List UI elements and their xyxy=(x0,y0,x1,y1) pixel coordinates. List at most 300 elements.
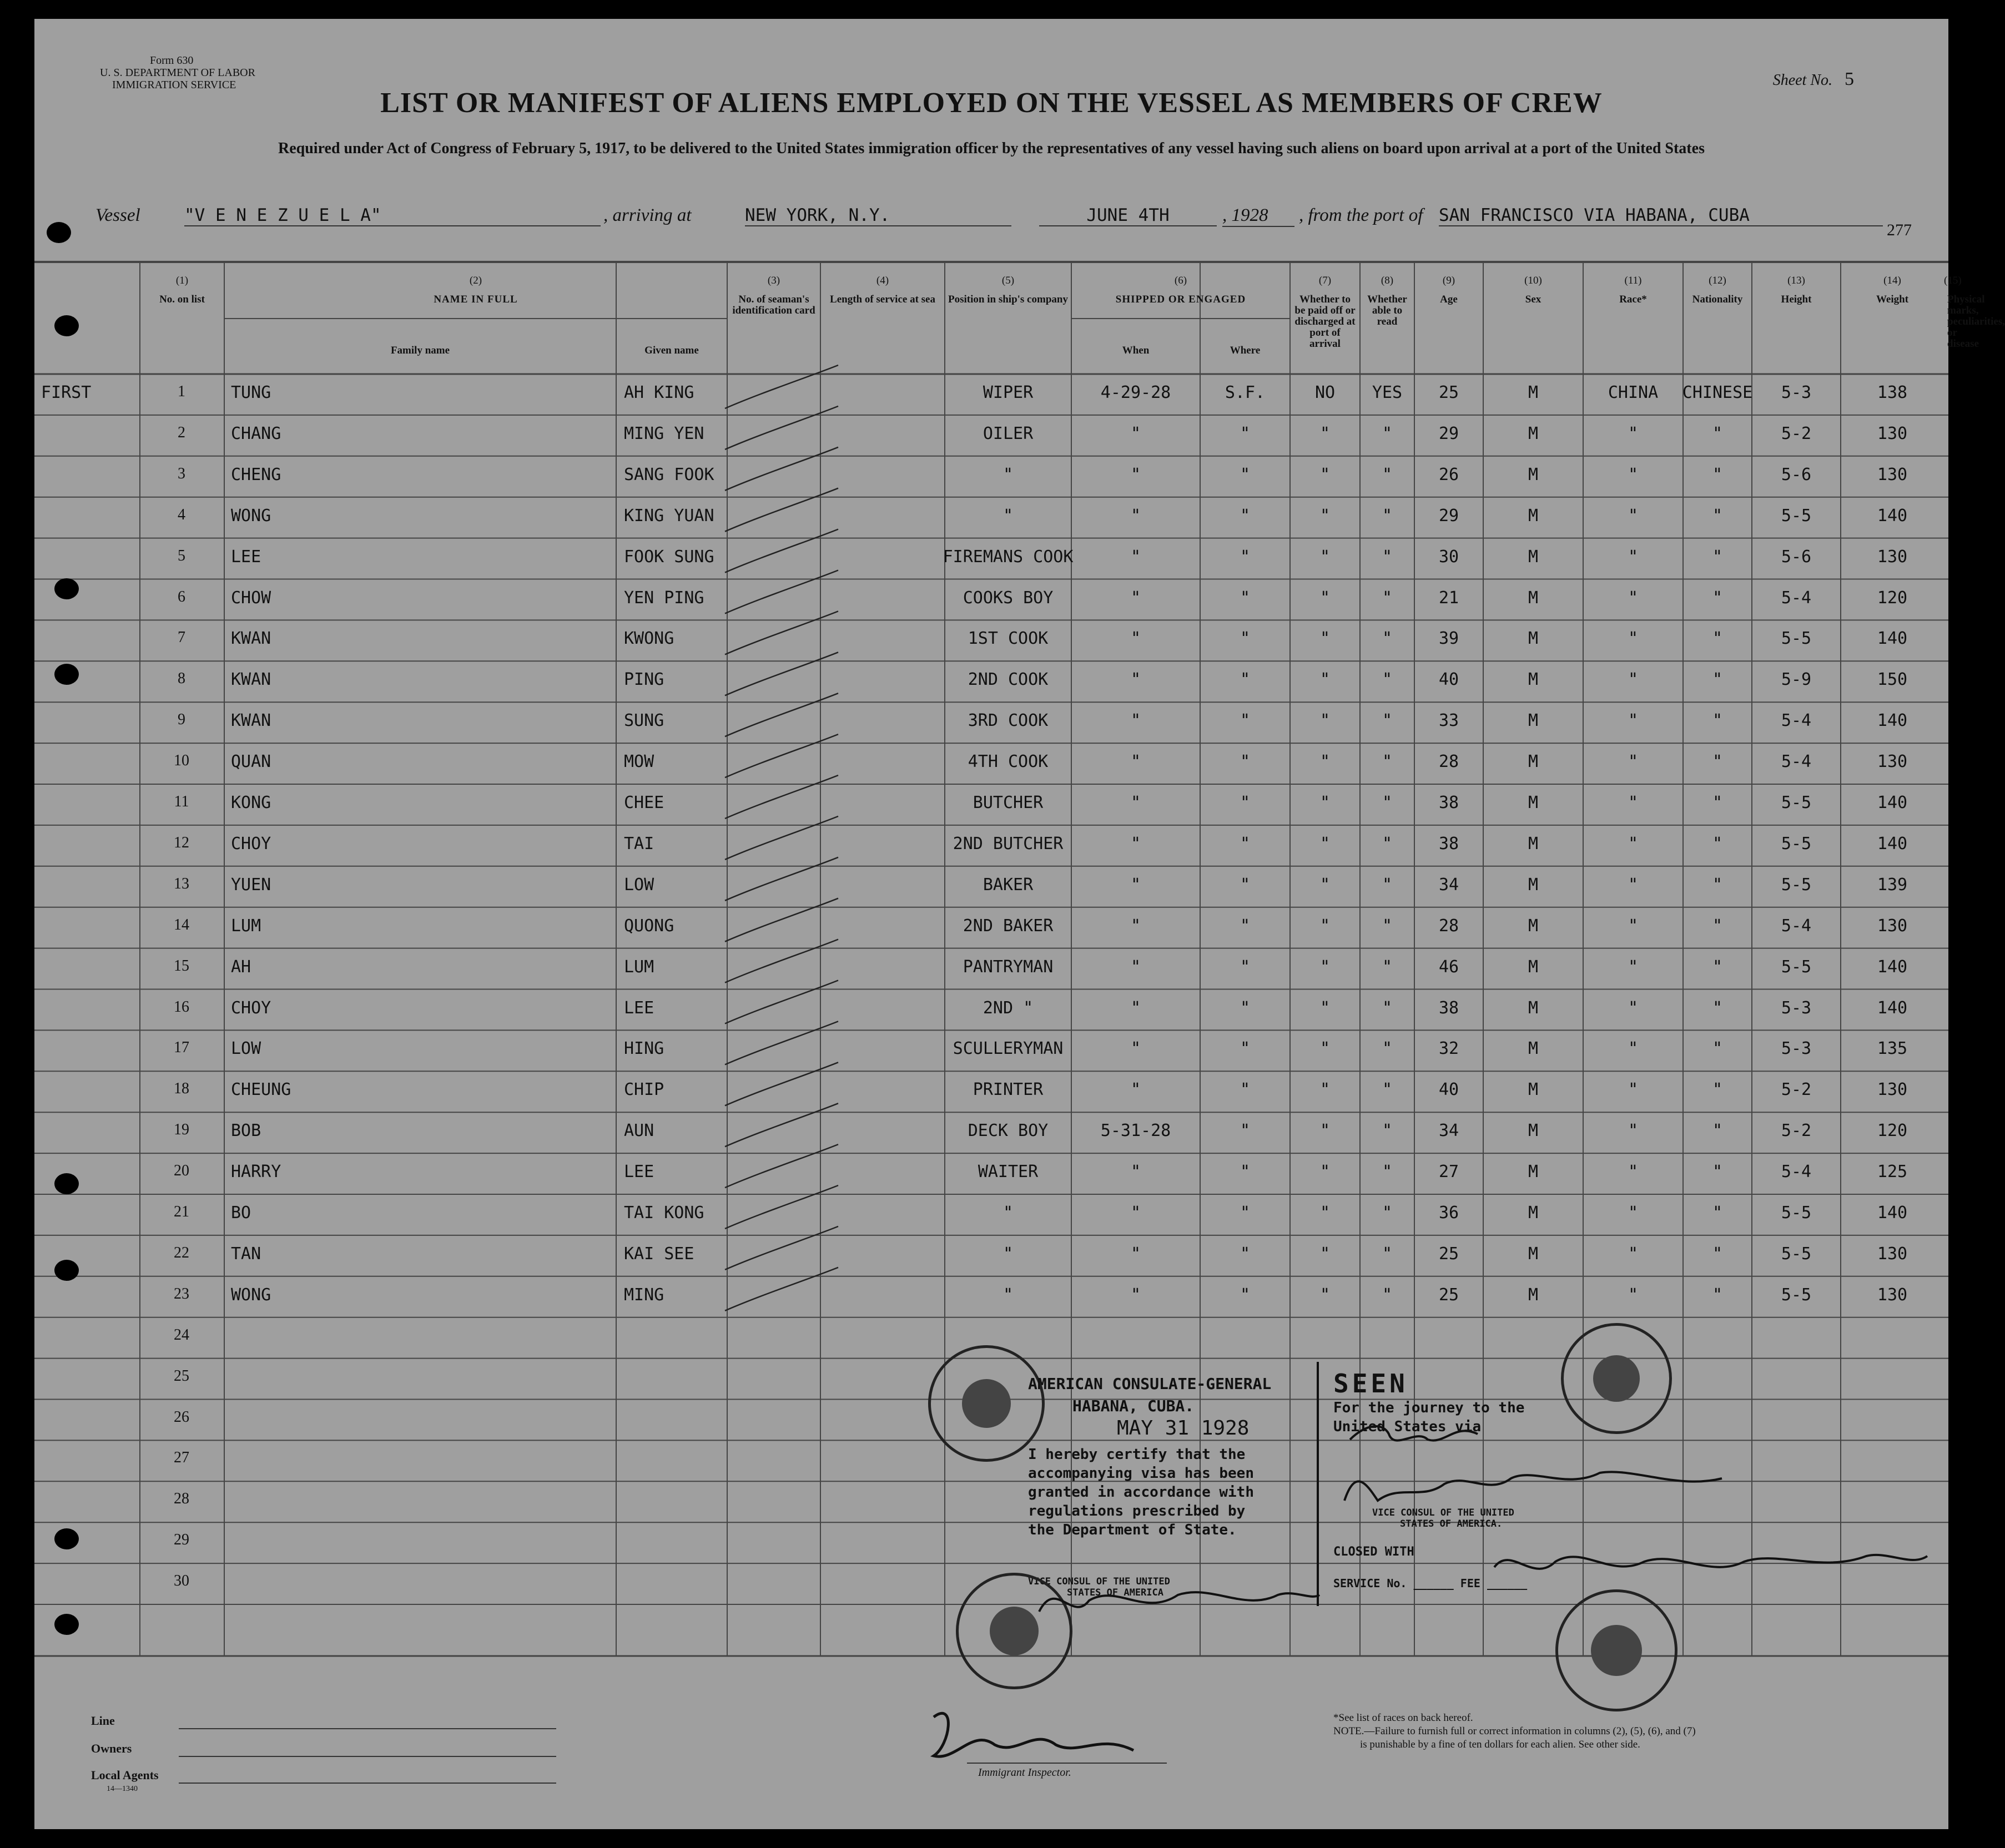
column-label: No. of seaman's identification card xyxy=(732,294,815,316)
punch-hole xyxy=(54,1173,79,1194)
cell-sex: M xyxy=(1528,464,1539,484)
cell-height: 5-6 xyxy=(1781,547,1812,567)
cell-where: " xyxy=(1240,670,1251,690)
cell-when: " xyxy=(1130,1244,1141,1264)
form-label: Form 630 xyxy=(150,54,194,67)
cell-sex: M xyxy=(1528,711,1539,731)
cell-weight: 138 xyxy=(1877,383,1908,402)
cell-position: PANTRYMAN xyxy=(963,957,1054,977)
cell-when: 5-31-28 xyxy=(1100,1121,1171,1141)
cell-where: " xyxy=(1240,506,1251,526)
column-number: (1) xyxy=(175,275,189,286)
column-label: Age xyxy=(1440,294,1458,305)
cell-paid: " xyxy=(1319,1162,1331,1182)
cell-when: " xyxy=(1130,670,1141,690)
cell-weight: 130 xyxy=(1877,916,1908,936)
cell-height: 5-2 xyxy=(1781,423,1812,443)
pencil-check-mark xyxy=(725,406,838,450)
cell-race: " xyxy=(1628,998,1639,1018)
cell-when: " xyxy=(1130,1080,1141,1100)
column-number: (9) xyxy=(1442,275,1455,286)
column-label: SHIPPED OR ENGAGED xyxy=(1115,294,1246,305)
column-header xyxy=(945,275,1071,305)
cell-when: " xyxy=(1130,1162,1141,1182)
cell-read: " xyxy=(1382,1203,1393,1223)
pencil-check-mark xyxy=(725,1144,838,1188)
row-number: 14 xyxy=(174,916,189,933)
cell-race: " xyxy=(1628,547,1639,567)
column-number: (8) xyxy=(1381,275,1394,286)
cell-race: " xyxy=(1628,916,1639,936)
punch-hole xyxy=(54,1260,79,1281)
cell-when: " xyxy=(1130,916,1141,936)
punch-hole xyxy=(54,1614,79,1635)
cell-read: " xyxy=(1382,423,1393,443)
cell-position: 3RD COOK xyxy=(968,711,1049,731)
cell-when: " xyxy=(1130,711,1141,731)
cell-race: " xyxy=(1628,752,1639,772)
consulate-title: AMERICAN CONSULATE-GENERAL xyxy=(1028,1375,1272,1393)
cell-height: 5-4 xyxy=(1781,752,1812,772)
cell-given: LUM xyxy=(624,957,654,977)
cell-where: " xyxy=(1240,752,1251,772)
cell-age: 25 xyxy=(1438,1244,1459,1264)
pencil-check-mark xyxy=(725,775,838,819)
cell-family: WONG xyxy=(231,1285,271,1305)
cell-family: BO xyxy=(231,1203,251,1223)
cell-weight: 150 xyxy=(1877,670,1908,690)
cell-paid: " xyxy=(1319,711,1331,731)
cell-family: CHOY xyxy=(231,834,271,854)
punch-hole xyxy=(54,315,79,336)
cell-sex: M xyxy=(1528,957,1539,977)
cell-read: " xyxy=(1382,1080,1393,1100)
cell-where: " xyxy=(1240,588,1251,608)
column-label: Whether to be paid off or discharged at port of arrival xyxy=(1294,294,1356,350)
cell-family: LOW xyxy=(231,1039,261,1059)
cell-where: " xyxy=(1240,1203,1251,1223)
cell-read: " xyxy=(1382,1121,1393,1141)
column-number: (10) xyxy=(1524,275,1542,286)
cell-race: " xyxy=(1628,1285,1639,1305)
cell-weight: 140 xyxy=(1877,957,1908,977)
row-number: 25 xyxy=(174,1367,189,1385)
cell-position: 2ND COOK xyxy=(968,670,1049,690)
row-number: 13 xyxy=(174,875,189,892)
penalty-note: NOTE.—Failure to furnish full or correct information in columns (2), (5), (6), and (7) xyxy=(1333,1725,1696,1737)
cell-age: 38 xyxy=(1438,998,1459,1018)
cell-when: " xyxy=(1130,1203,1141,1223)
cell-sex: M xyxy=(1528,506,1539,526)
cell-family: CHANG xyxy=(231,423,281,443)
cell-height: 5-2 xyxy=(1781,1080,1812,1100)
footer-notes xyxy=(1333,1711,1888,1751)
row-number: 1 xyxy=(178,383,185,400)
inspector-label: Immigrant Inspector. xyxy=(978,1766,1071,1779)
footer-line-label: Line xyxy=(91,1714,115,1728)
cell-nationality: " xyxy=(1712,1080,1723,1100)
cell-age: 46 xyxy=(1438,957,1459,977)
cell-age: 27 xyxy=(1438,1162,1459,1182)
cell-height: 5-4 xyxy=(1781,916,1812,936)
certify-line: the Department of State. xyxy=(1028,1522,1237,1538)
sheet-number-label: Sheet No. xyxy=(1772,72,1832,89)
cell-family: KWAN xyxy=(231,711,271,731)
column-label: Weight xyxy=(1876,294,1909,305)
cell-age: 28 xyxy=(1438,916,1459,936)
cell-sex: M xyxy=(1528,547,1539,567)
cell-given: QUONG xyxy=(624,916,674,936)
cell-weight: 130 xyxy=(1877,1285,1908,1305)
arrival-year: , 1928 xyxy=(1222,205,1294,227)
column-header xyxy=(1360,275,1414,327)
cell-when: " xyxy=(1130,998,1141,1018)
cell-given: KAI SEE xyxy=(624,1244,694,1264)
cell-weight: 140 xyxy=(1877,793,1908,812)
pencil-check-mark xyxy=(725,898,838,942)
cell-nationality: " xyxy=(1712,629,1723,649)
pencil-check-mark xyxy=(725,1268,838,1311)
cell-age: 32 xyxy=(1438,1039,1459,1059)
column-label: Whether able to read xyxy=(1367,294,1407,327)
column-number: (4) xyxy=(876,275,889,286)
cell-given: SANG FOOK xyxy=(624,464,714,484)
service-label: IMMIGRATION SERVICE xyxy=(112,79,236,91)
race-note: *See list of races on back hereof. xyxy=(1333,1712,1473,1724)
cell-when: " xyxy=(1130,464,1141,484)
cell-weight: 135 xyxy=(1877,1039,1908,1059)
cell-where: " xyxy=(1240,711,1251,731)
punch-hole xyxy=(54,578,79,599)
cell-weight: 130 xyxy=(1877,547,1908,567)
cell-sex: M xyxy=(1528,1203,1539,1223)
certify-line: accompanying visa has been xyxy=(1028,1465,1254,1482)
cell-paid: " xyxy=(1319,1080,1331,1100)
cell-race: " xyxy=(1628,1039,1639,1059)
cell-family: QUAN xyxy=(231,752,271,772)
cell-nationality: " xyxy=(1712,875,1723,895)
vice-consul-label: VICE CONSUL OF THE UNITED xyxy=(1028,1576,1170,1587)
cell-sex: M xyxy=(1528,1162,1539,1182)
cell-given: KING YUAN xyxy=(624,506,714,526)
pencil-check-mark xyxy=(725,1185,838,1229)
cell-height: 5-6 xyxy=(1781,464,1812,484)
cell-paid: " xyxy=(1319,629,1331,649)
cell-height: 5-4 xyxy=(1781,711,1812,731)
cell-paid: " xyxy=(1319,793,1331,812)
service-fee-label: SERVICE No. ______ FEE ______ xyxy=(1333,1577,1528,1590)
cell-age: 40 xyxy=(1438,670,1459,690)
cell-read: " xyxy=(1382,1285,1393,1305)
cell-when: 4-29-28 xyxy=(1100,383,1171,402)
consulate-stamp xyxy=(1028,1373,1271,1598)
column-label: No. on list xyxy=(159,294,205,305)
cell-when: " xyxy=(1130,752,1141,772)
cell-race: " xyxy=(1628,875,1639,895)
journey-line: United States via xyxy=(1333,1418,1482,1435)
cell-given: FOOK SUNG xyxy=(624,547,714,567)
cell-paid: " xyxy=(1319,1285,1331,1305)
cell-age: 34 xyxy=(1438,1121,1459,1141)
cell-height: 5-3 xyxy=(1781,998,1812,1018)
cell-sex: M xyxy=(1528,1121,1539,1141)
cell-race: " xyxy=(1628,1080,1639,1100)
cell-position: 2ND BAKER xyxy=(963,916,1054,936)
cell-race: " xyxy=(1628,506,1639,526)
cell-family: CHENG xyxy=(231,464,281,484)
column-label: NAME IN FULL xyxy=(434,294,518,305)
cell-where: " xyxy=(1240,998,1251,1018)
row-number: 12 xyxy=(174,834,189,851)
cell-read: YES xyxy=(1372,383,1403,402)
cell-position: COOKS BOY xyxy=(963,588,1054,608)
cell-position: 1ST COOK xyxy=(968,629,1049,649)
column-number: (6) xyxy=(1174,275,1187,286)
cell-nationality: " xyxy=(1712,1162,1723,1182)
cell-nationality: " xyxy=(1712,1244,1723,1264)
row-number: 8 xyxy=(178,670,185,688)
cell-when: " xyxy=(1130,1039,1141,1059)
cell-race: " xyxy=(1628,834,1639,854)
cell-position: " xyxy=(1002,1244,1014,1264)
cell-age: 21 xyxy=(1438,588,1459,608)
cell-position: DECK BOY xyxy=(968,1121,1049,1141)
column-header xyxy=(1483,275,1583,305)
consulate-seal xyxy=(1555,1589,1677,1711)
cell-read: " xyxy=(1382,711,1393,731)
column-label: Height xyxy=(1781,294,1812,305)
cell-read: " xyxy=(1382,916,1393,936)
handwritten-signature xyxy=(1489,1534,1933,1600)
seen-label: SEEN xyxy=(1333,1369,1408,1398)
pencil-check-mark xyxy=(725,816,838,860)
cell-when: " xyxy=(1130,423,1141,443)
cell-race: " xyxy=(1628,957,1639,977)
cell-height: 5-5 xyxy=(1781,1203,1812,1223)
row-number: 10 xyxy=(174,752,189,770)
cell-nationality: " xyxy=(1712,957,1723,977)
column-header xyxy=(1583,275,1683,305)
row-number: 17 xyxy=(174,1039,189,1057)
cell-nationality: " xyxy=(1712,916,1723,936)
cell-given: AH KING xyxy=(624,383,694,402)
row-number: 18 xyxy=(174,1080,189,1098)
pencil-check-mark xyxy=(725,1226,838,1270)
cell-where: " xyxy=(1240,464,1251,484)
cell-read: " xyxy=(1382,1039,1393,1059)
column-number: (12) xyxy=(1709,275,1726,286)
cell-where: " xyxy=(1240,1162,1251,1182)
column-header xyxy=(1841,275,1944,305)
cell-weight: 120 xyxy=(1877,1121,1908,1141)
cell-where: " xyxy=(1240,1039,1251,1059)
cell-weight: 140 xyxy=(1877,506,1908,526)
page-title: LIST OR MANIFEST OF ALIENS EMPLOYED ON THE VESSEL AS MEMBERS OF CREW xyxy=(380,87,1603,119)
cell-paid: NO xyxy=(1314,383,1336,402)
consulate-date: MAY 31 1928 xyxy=(1117,1417,1250,1440)
cell-nationality: " xyxy=(1712,998,1723,1018)
cell-family: KWAN xyxy=(231,629,271,649)
cell-age: 34 xyxy=(1438,875,1459,895)
punch-hole xyxy=(47,222,71,243)
cell-weight: 130 xyxy=(1877,423,1908,443)
cell-given: LOW xyxy=(624,875,654,895)
column-header xyxy=(140,275,224,305)
column-label: Nationality xyxy=(1692,294,1743,305)
row-number: 11 xyxy=(174,793,189,810)
cell-height: 5-5 xyxy=(1781,629,1812,649)
cell-position: OILER xyxy=(983,423,1034,443)
cell-family: AH xyxy=(231,957,251,977)
cell-weight: 140 xyxy=(1877,629,1908,649)
cell-sex: M xyxy=(1528,1244,1539,1264)
column-header xyxy=(820,275,945,305)
cell-height: 5-4 xyxy=(1781,588,1812,608)
cell-sex: M xyxy=(1528,588,1539,608)
row-number: 9 xyxy=(178,711,185,729)
cell-position: 2ND " xyxy=(983,998,1034,1018)
cell-when: " xyxy=(1130,547,1141,567)
cell-given: MING xyxy=(624,1285,664,1305)
row-number: 26 xyxy=(174,1408,189,1426)
column-label: Sex xyxy=(1525,294,1541,305)
cell-where: " xyxy=(1240,1285,1251,1305)
cell-race: " xyxy=(1628,711,1639,731)
cell-paid: " xyxy=(1319,998,1331,1018)
cell-given: CHIP xyxy=(624,1080,664,1100)
cell-height: 5-3 xyxy=(1781,383,1812,402)
cell-given: CHEE xyxy=(624,793,664,812)
arrival-port: NEW YORK, N.Y. xyxy=(745,205,1011,226)
cell-family: HARRY xyxy=(231,1162,281,1182)
handwritten-signature xyxy=(1034,1567,1322,1634)
cell-age: 38 xyxy=(1438,793,1459,812)
inspector-signature xyxy=(923,1695,1156,1773)
row-number: 3 xyxy=(178,464,185,482)
cell-age: 38 xyxy=(1438,834,1459,854)
cell-age: 36 xyxy=(1438,1203,1459,1223)
cell-sex: M xyxy=(1528,1039,1539,1059)
cell-weight: 139 xyxy=(1877,875,1908,895)
usa-label: STATES OF AMERICA. xyxy=(1400,1518,1503,1529)
row-number: 20 xyxy=(174,1162,189,1180)
pencil-check-mark xyxy=(725,529,838,573)
row-number: 6 xyxy=(178,588,185,605)
page-subtitle: Required under Act of Congress of February 5, 1917, to be delivered to the United States immigration officer by the representatives of any vessel having such aliens on board upon arrival at a port of the United States xyxy=(278,140,1705,157)
row-number: 28 xyxy=(174,1490,189,1508)
row-number: 29 xyxy=(174,1531,189,1549)
cell-nationality: " xyxy=(1712,1203,1723,1223)
cell-race: " xyxy=(1628,793,1639,812)
cell-position: 4TH COOK xyxy=(968,752,1049,772)
cell-read: " xyxy=(1382,875,1393,895)
cell-where: " xyxy=(1240,1244,1251,1264)
consulate-seal xyxy=(928,1345,1045,1462)
cell-paid: " xyxy=(1319,423,1331,443)
cell-paid: " xyxy=(1319,1244,1331,1264)
cell-position: WIPER xyxy=(983,383,1034,402)
row-number: 15 xyxy=(174,957,189,975)
pencil-check-mark xyxy=(725,652,838,695)
cell-family: YUEN xyxy=(231,875,271,895)
cell-read: " xyxy=(1382,629,1393,649)
cell-given: MOW xyxy=(624,752,654,772)
cell-sex: M xyxy=(1528,1285,1539,1305)
pencil-check-mark xyxy=(725,1062,838,1105)
column-subheader: Family name xyxy=(390,345,450,356)
cell-paid: " xyxy=(1319,752,1331,772)
sheet-number-value: 5 xyxy=(1845,69,1854,89)
cell-given: LEE xyxy=(624,1162,654,1182)
cell-weight: 130 xyxy=(1877,752,1908,772)
cell-paid: " xyxy=(1319,957,1331,977)
row-number: 19 xyxy=(174,1121,189,1139)
cell-sex: M xyxy=(1528,998,1539,1018)
cell-read: " xyxy=(1382,547,1393,567)
cell-race: CHINA xyxy=(1608,383,1659,402)
cell-height: 5-5 xyxy=(1781,875,1812,895)
column-label: Race* xyxy=(1619,294,1647,305)
cell-sex: M xyxy=(1528,916,1539,936)
cell-nationality: " xyxy=(1712,588,1723,608)
cell-read: " xyxy=(1382,506,1393,526)
cell-age: 40 xyxy=(1438,1080,1459,1100)
cell-nationality: " xyxy=(1712,1285,1723,1305)
cell-nationality: " xyxy=(1712,464,1723,484)
pencil-check-mark xyxy=(725,365,838,408)
cell-where: " xyxy=(1240,875,1251,895)
cell-nationality: " xyxy=(1712,752,1723,772)
cell-paid: " xyxy=(1319,670,1331,690)
pencil-check-mark xyxy=(725,1021,838,1064)
column-number: (5) xyxy=(1001,275,1015,286)
cell-paid: " xyxy=(1319,588,1331,608)
cell-nationality: " xyxy=(1712,547,1723,567)
column-number: (15) xyxy=(1944,275,1962,286)
row-number: 2 xyxy=(178,423,185,441)
class-label: FIRST xyxy=(41,383,92,402)
cell-race: " xyxy=(1628,464,1639,484)
cell-given: YEN PING xyxy=(624,588,704,608)
cell-nationality: CHINESE xyxy=(1682,383,1753,402)
cell-given: MING YEN xyxy=(624,423,704,443)
cell-where: " xyxy=(1240,957,1251,977)
pencil-check-mark xyxy=(725,570,838,614)
cell-nationality: " xyxy=(1712,506,1723,526)
cell-where: " xyxy=(1240,629,1251,649)
cell-read: " xyxy=(1382,1162,1393,1182)
cell-where: " xyxy=(1240,834,1251,854)
cell-weight: 120 xyxy=(1877,588,1908,608)
punch-hole xyxy=(54,664,79,685)
cell-age: 39 xyxy=(1438,629,1459,649)
cell-paid: " xyxy=(1319,1121,1331,1141)
cell-family: KONG xyxy=(231,793,271,812)
column-subheader: When xyxy=(1122,345,1150,356)
certify-line: granted in accordance with xyxy=(1028,1484,1254,1501)
cell-sex: M xyxy=(1528,383,1539,402)
cell-position: 2ND BUTCHER xyxy=(953,834,1064,854)
cell-when: " xyxy=(1130,834,1141,854)
cell-height: 5-5 xyxy=(1781,1244,1812,1264)
cell-height: 5-4 xyxy=(1781,1162,1812,1182)
cell-weight: 130 xyxy=(1877,1080,1908,1100)
cell-paid: " xyxy=(1319,547,1331,567)
page-stamp-number: 277 xyxy=(1887,221,1912,239)
cell-when: " xyxy=(1130,588,1141,608)
from-port-label: , from the port of xyxy=(1299,205,1423,225)
cell-family: LUM xyxy=(231,916,261,936)
